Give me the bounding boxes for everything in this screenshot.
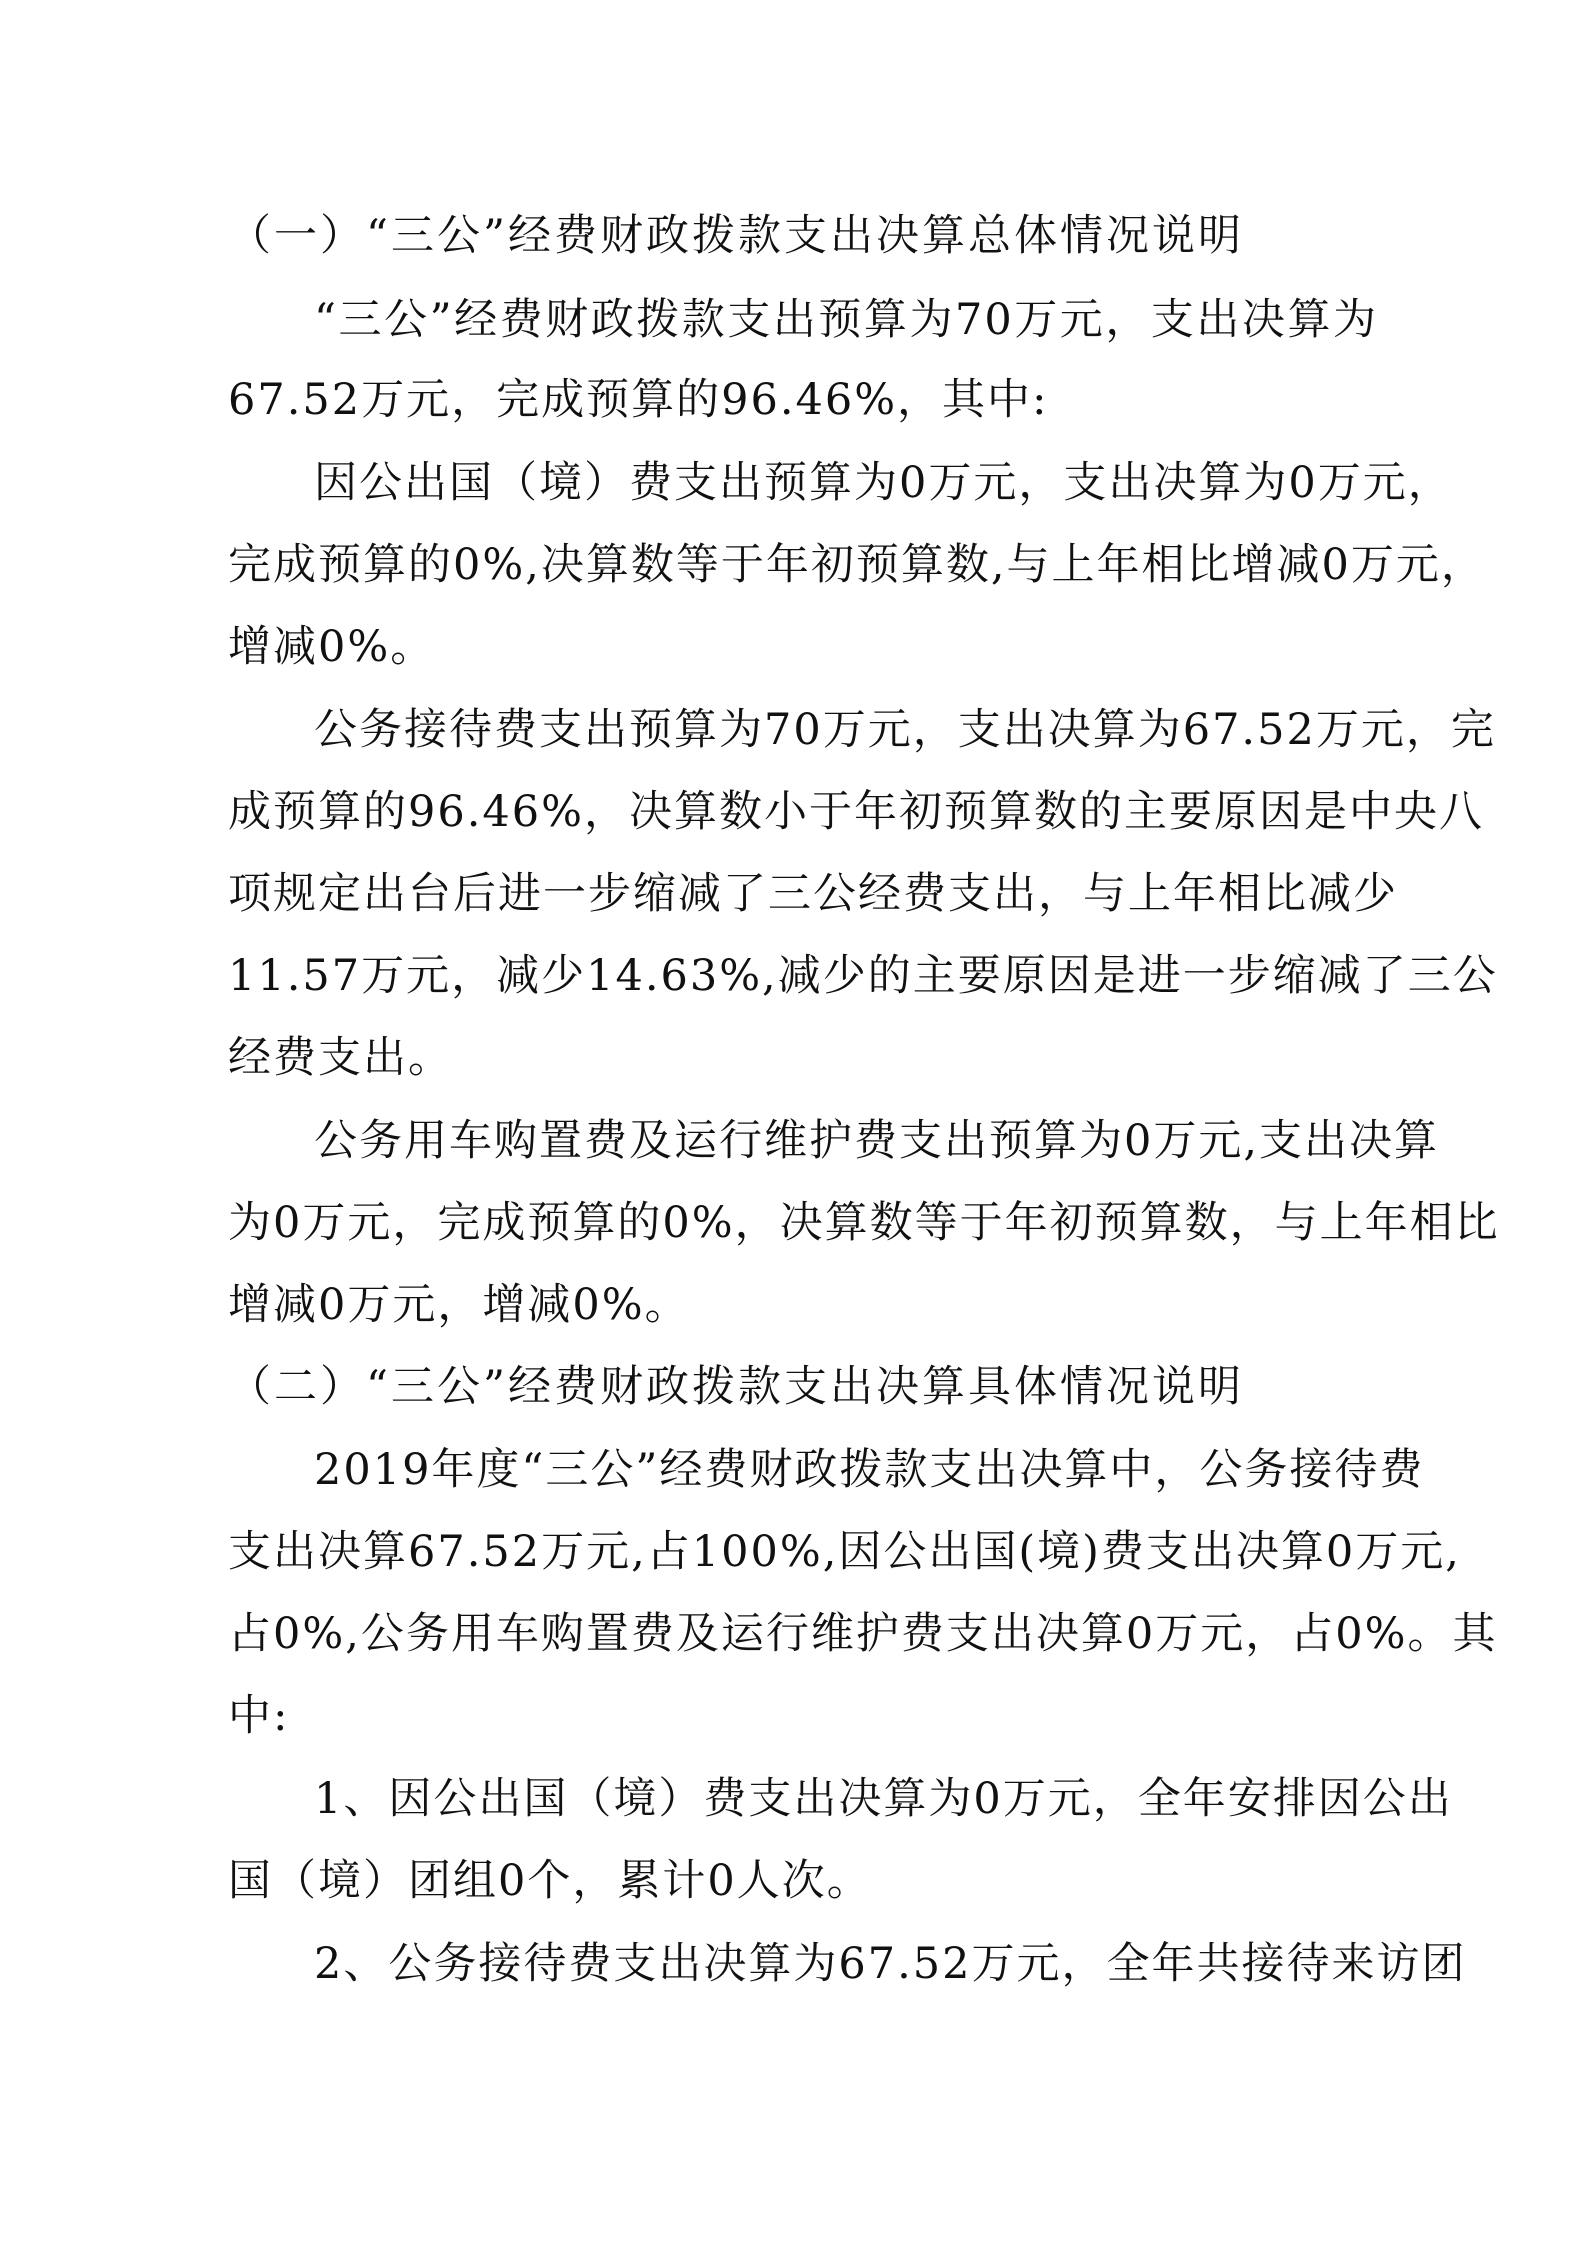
- section2-para1-line1: 2019年度“三公”经费财政拨款支出决算中，公务接待费: [314, 1445, 1425, 1495]
- section1-para3-line5: 经费支出。: [228, 1033, 453, 1083]
- section1-heading: （一）“三公”经费财政拨款支出决算总体情况说明: [228, 211, 1244, 261]
- section1-para1-line2: 67.52万元，完成预算的96.46%，其中:: [228, 375, 1049, 425]
- section1-para2-line2: 完成预算的0%,决算数等于年初预算数,与上年相比增减0万元，: [228, 540, 1486, 590]
- section2-para1-line2: 支出决算67.52万元,占100%,因公出国(境)费支出决算0万元,: [228, 1527, 1461, 1577]
- section1-para3-line1: 公务接待费支出预算为70万元，支出决算为67.52万元，完: [314, 705, 1496, 755]
- section2-para1-line4: 中:: [228, 1691, 290, 1741]
- section1-para2-line1: 因公出国（境）费支出预算为0万元，支出决算为0万元，: [314, 458, 1453, 508]
- section2-para1-line3: 占0%,公务用车购置费及运行维护费支出决算0万元，占0%。其: [228, 1609, 1498, 1659]
- section2-para3-line1: 2、公务接待费支出决算为67.52万元，全年共接待来访团: [314, 1939, 1467, 1989]
- section1-para4-line1: 公务用车购置费及运行维护费支出预算为0万元,支出决算: [314, 1116, 1440, 1166]
- section1-para3-line2: 成预算的96.46%，决算数小于年初预算数的主要原因是中央八: [228, 787, 1484, 837]
- section2-para2-line2: 国（境）团组0个，累计0人次。: [228, 1856, 872, 1906]
- section2-para2-line1: 1、因公出国（境）费支出决算为0万元，全年安排因公出: [314, 1774, 1453, 1824]
- section1-para1-line1: “三公”经费财政拨款支出预算为70万元，支出决算为: [314, 295, 1378, 345]
- section1-para4-line2: 为0万元，完成预算的0%，决算数等于年初预算数，与上年相比: [228, 1198, 1500, 1248]
- section1-para3-line3: 项规定出台后进一步缩减了三公经费支出，与上年相比减少: [228, 869, 1398, 919]
- section1-para4-line3: 增减0万元，增减0%。: [228, 1280, 690, 1330]
- section2-heading: （二）“三公”经费财政拨款支出决算具体情况说明: [228, 1362, 1244, 1412]
- section1-para3-line4: 11.57万元，减少14.63%,减少的主要原因是进一步缩减了三公: [228, 951, 1498, 1001]
- section1-para2-line3: 增减0%。: [228, 622, 436, 672]
